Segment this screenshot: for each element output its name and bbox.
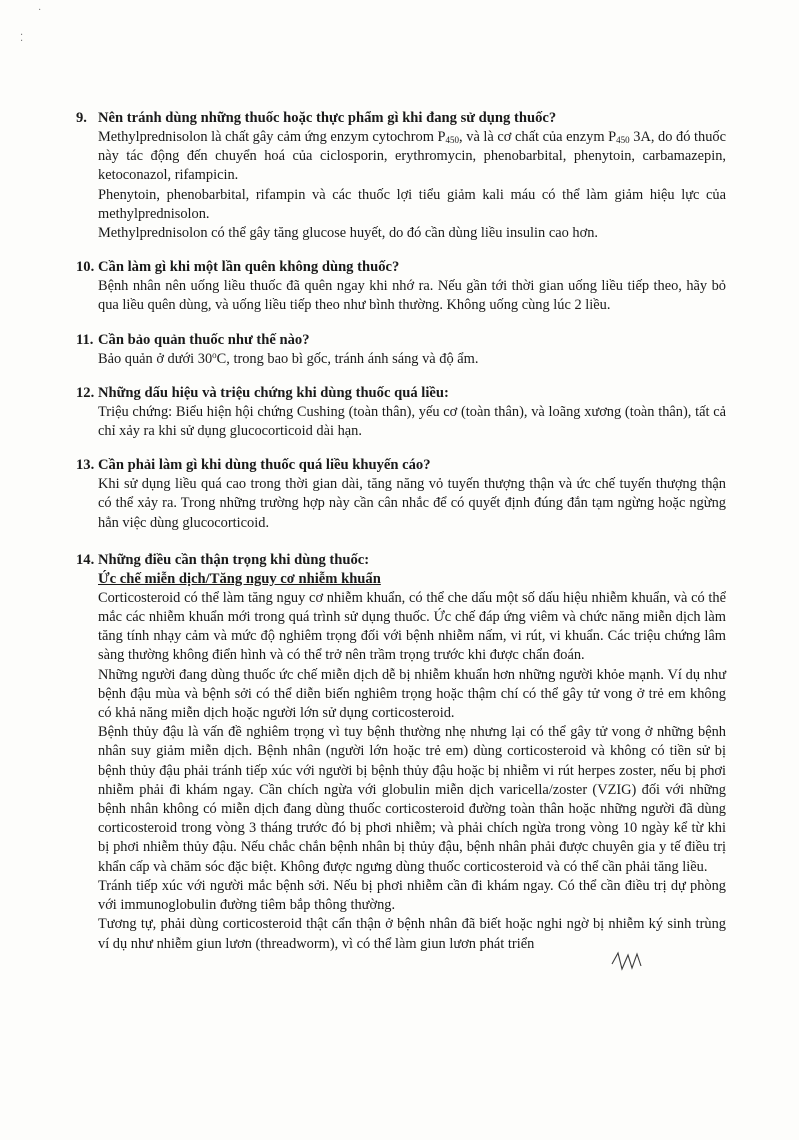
section-title: Nên tránh dùng những thuốc hoặc thực phẩm gì khi đang sử dụng thuốc? <box>98 110 557 126</box>
section-title: Những dấu hiệu và triệu chứng khi dùng thuốc quá liều: <box>98 384 449 401</box>
section-heading <box>76 384 726 403</box>
section-heading <box>76 258 726 277</box>
paragraph: Corticosteroid có thể làm tăng nguy cơ nhiễm khuẩn, có thể che dấu một số dấu hiệu nhiễm khuẩn, và có thể mắc các nhiễm khuẩn mới trong quá trình sử dụng thuốc. Ức chế đáp ứng viêm và chức năng miễn dịch làm tăng tính nhạy cảm và mức độ nghiêm trọng đối với bệnh nhiễm nấm, vi rút, vi khuẩn. Các triệu chứng lâm sàng thường không điển hình và có thể trở nên trầm trọng trước khi được chẩn đoán. <box>98 589 726 664</box>
paragraph: Methylprednisolon là chất gây cảm ứng enzym cytochrom $P_{450}$, và là cơ chất của enzym $P_{450}$ 3A, do đó thuốc này tác động đến chuyển hoá của ciclosporin, erythromycin, phenobarbital, phenytoin, carbamazepin, ketoconazol, rifampicin. <box>98 129 726 184</box>
section-body <box>98 570 726 954</box>
section-body <box>98 128 726 243</box>
section-number: 11. <box>76 331 94 348</box>
section-12 <box>76 384 726 441</box>
paragraph: Tránh tiếp xúc với người mắc bệnh sởi. Nếu bị phơi nhiễm cần đi khám ngay. Có thể cần điều trị dự phòng với immunoglobulin đường tiêm bắp thông thường. <box>98 877 726 914</box>
section-11 <box>76 331 726 369</box>
section-heading <box>76 456 726 475</box>
paragraph: Triệu chứng: Biểu hiện hội chứng Cushing (toàn thân), yếu cơ (toàn thân), và loãng xương (toàn thân), tất cả chỉ xảy ra khi sử dụng glucocorticoid dài hạn. <box>98 403 726 440</box>
section-number: 14. <box>76 551 95 568</box>
section-title: Cần phải làm gì khi dùng thuốc quá liều khuyến cáo? <box>98 457 431 474</box>
section-title: Cần bảo quản thuốc như thế nào? <box>98 331 310 348</box>
section-13 <box>76 456 726 533</box>
paragraph: Bệnh nhân nên uống liều thuốc đã quên ngay khi nhớ ra. Nếu gần tới thời gian uống liều tiếp theo, hãy bỏ qua liều quên dùng, và uống liều tiếp theo như bình thường. Không uống cùng lúc 2 liều. <box>98 278 726 314</box>
section-9 <box>76 109 726 243</box>
section-heading <box>76 551 726 570</box>
section-heading <box>76 331 726 350</box>
paragraph: Những người đang dùng thuốc ức chế miễn dịch dễ bị nhiễm khuẩn hơn những người khỏe mạnh. Ví dụ như bệnh đậu mùa và bệnh sởi có thể diễn biến nghiêm trọng hoặc thậm chí có thể gây tử vong ở trẻ em không có khả năng miễn dịch hoặc người lớn sử dụng corticosteroid. <box>98 666 726 722</box>
paragraph: Bệnh thủy đậu là vấn đề nghiêm trọng vì tuy bệnh thường nhẹ nhưng lại có thể gây tử vong ở những bệnh nhân suy giảm miễn dịch. Bệnh nhân (người lớn hoặc trẻ em) dùng corticosteroid và không có tiền sử bị bệnh thủy đậu phải tránh tiếp xúc với người bị bệnh thủy đậu hoặc bị nhiễm vi rút herpes zoster, nếu bị phơi nhiễm phải đi khám ngay. Cần chích ngừa với globulin miễn dịch varicella/zoster (VZIG) đối với những bệnh nhân không có miễn dịch đang dùng thuốc corticosteroid đường toàn thân hoặc những người đã dùng corticosteroid trong vòng 3 tháng trước đó bị phơi nhiễm; và phải chích ngừa trong vòng 10 ngày kể từ khi bị phơi nhiễm thủy đậu. Nếu chắc chắn bệnh nhân bị thủy đậu, bệnh nhân phải được chuyên gia y tế điều trị khẩn cấp và chăm sóc đặc biệt. Không được ngưng dùng thuốc corticosteroid và có thể cần phải tăng liều. <box>98 724 726 875</box>
section-body <box>98 475 726 533</box>
paragraph: Bảo quản ở dưới 30$^o$C, trong bao bì gốc, tránh ánh sáng và độ ẩm. <box>98 349 479 367</box>
section-10 <box>76 258 726 315</box>
section-body <box>98 403 726 441</box>
scan-speck-top: · <box>38 5 42 16</box>
section-number: 13. <box>76 457 95 474</box>
section-number: 12. <box>76 384 95 401</box>
section-number: 10. <box>76 259 95 276</box>
section-title: Những điều cần thận trọng khi dùng thuốc: <box>98 551 370 568</box>
handwritten-initial-mark <box>610 950 644 972</box>
section-title: Cần làm gì khi một lần quên không dùng thuốc? <box>98 259 400 276</box>
paragraph: Methylprednisolon có thể gây tăng glucose huyết, do đó cần dùng liều insulin cao hơn. <box>98 225 598 242</box>
section-14 <box>76 551 726 954</box>
section-body <box>98 350 726 369</box>
section-body <box>98 277 726 315</box>
section-heading <box>76 109 726 128</box>
paragraph: Tương tự, phải dùng corticosteroid thật cẩn thận ở bệnh nhân đã biết hoặc nghi ngờ bị nhiễm ký sinh trùng ví dụ như nhiễm giun lươn (threadworm), vì có thể làm giun lươn phát triển <box>98 916 726 952</box>
paragraph: Phenytoin, phenobarbital, rifampin và các thuốc lợi tiểu giảm kali máu có thể làm giảm hiệu lực của methylprednisolon. <box>98 186 726 222</box>
section-subheading: Ức chế miễn dịch/Tăng nguy cơ nhiễm khuẩn <box>98 570 381 587</box>
paragraph: Khi sử dụng liều quá cao trong thời gian dài, tăng năng vỏ tuyến thượng thận và ức chế tuyến thượng thận có thể xảy ra. Trong những trường hợp này cần cân nhắc để có quyết định đúng đắn tạm ngừng hoặc ngừng hẳn việc dùng glucocorticoid. <box>98 476 726 531</box>
section-number: 9. <box>76 110 87 126</box>
document-content <box>76 109 726 969</box>
scan-speck-left: ⁚ <box>20 33 24 44</box>
